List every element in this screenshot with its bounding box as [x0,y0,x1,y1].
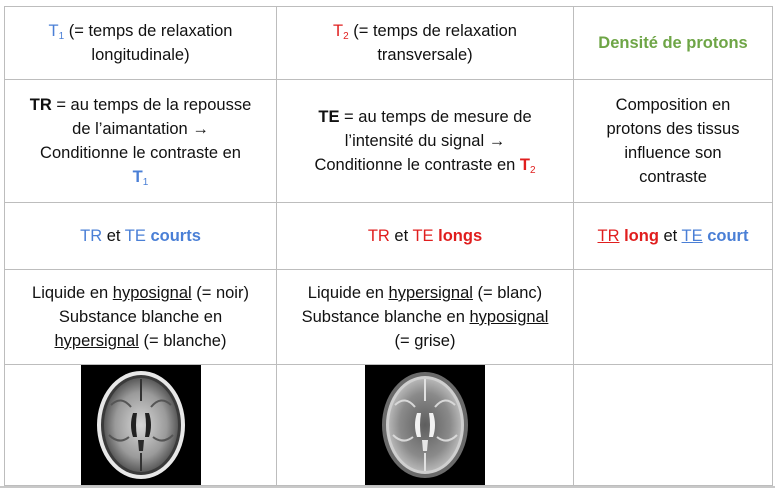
t2-signal-cell: Liquide en hypersignal (= blanc) Substance blanche en hyposignal (= grise) [277,270,574,365]
density-signal-cell [574,270,773,365]
brain-mri-t1-image [81,365,201,485]
density-image-cell [574,365,773,486]
tr-definition-cell: TR = au temps de la repousse de l’aimantation → Conditionne le contraste en $T_1$ [5,80,277,203]
t1-header-cell: $T_1$ (= temps de relaxation longitudinale) [5,7,277,80]
t1-parameters-cell: TR et TE courts [5,203,277,270]
table-row [5,80,773,203]
t1-signal-cell: Liquide en hyposignal (= noir) Substance blanche en hypersignal (= blanche) [5,270,277,365]
t1-image-cell [5,365,277,486]
table-row [5,203,773,270]
te-definition-cell: TE = au temps de mesure de l’intensité du signal → Conditionne le contraste en $T_2$ [277,80,574,203]
t2-image-cell [277,365,574,486]
density-header-cell: Densité de protons [574,7,773,80]
t2-parameters-cell: TR et TE longs [277,203,574,270]
table-row [5,7,773,80]
brain-mri-t2-image [365,365,485,485]
table-row [5,365,773,486]
mri-contrast-table [4,6,773,486]
page-bottom-border [0,486,775,488]
t2-header-cell: $T_2$ (= temps de relaxation transversale) [277,7,574,80]
table-row [5,270,773,365]
density-parameters-cell: TR long et TE court [574,203,773,270]
composition-cell: Composition en protons des tissus influence son contraste [574,80,773,203]
